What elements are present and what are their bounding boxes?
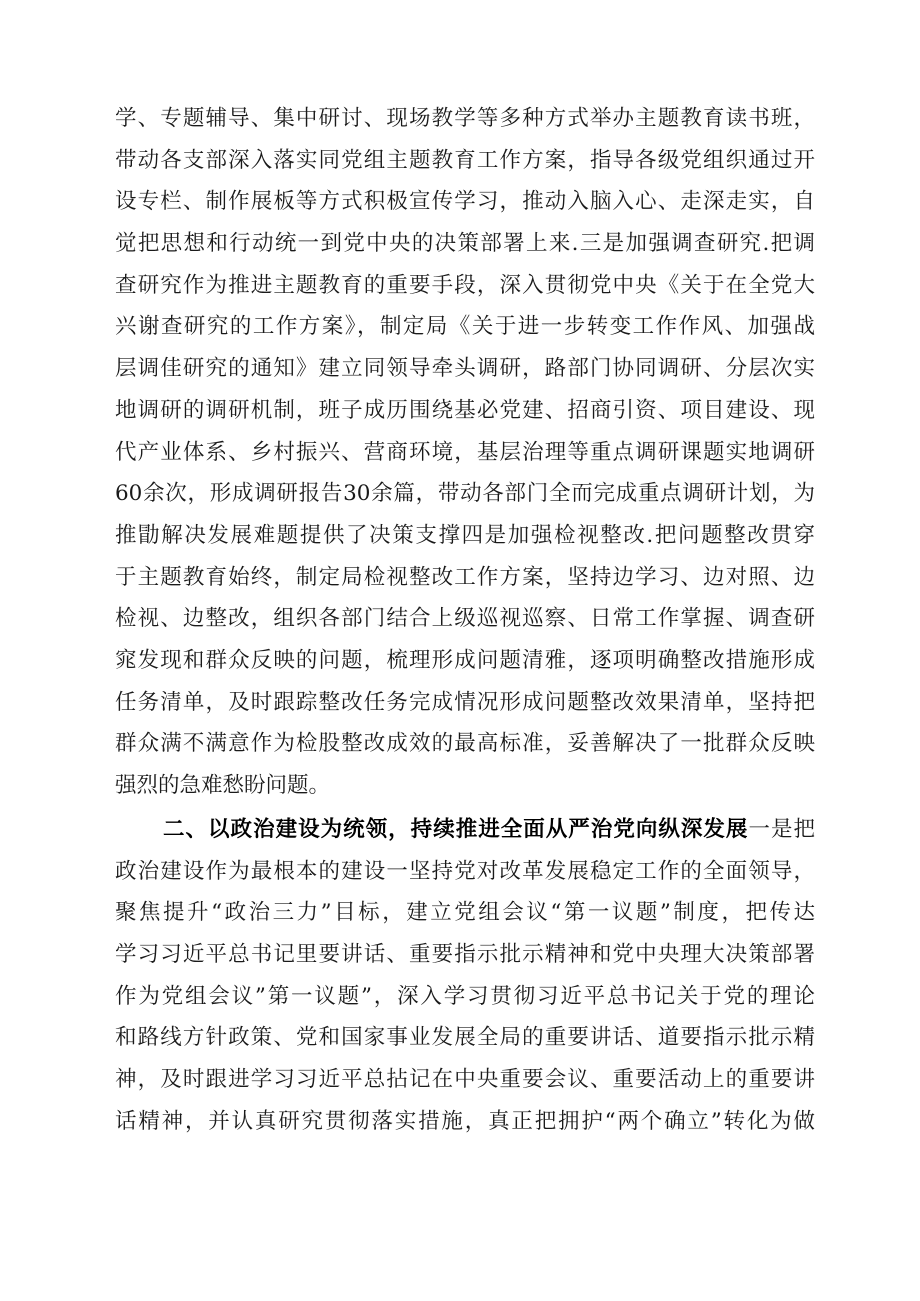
paragraph-line: 强烈的急难愁盼问题。 xyxy=(115,773,331,798)
paragraph-line: 查研究作为推进主题教育的重要手段，深入贯彻党中央《关于在全党大 xyxy=(115,272,815,298)
paragraph-line: 话精神，并认真研究贯彻落实措施，真正把拥护“两个确立”转化为做 xyxy=(115,1108,815,1134)
paragraph-line: 代产业体系、乡村振兴、营商环境，基层治理等重点调研课题实地调研 xyxy=(115,439,815,465)
paragraph-line: 兴谢查研究的工作方案》，制定局《关于进一步转变工作作风、加强战 xyxy=(115,314,815,340)
paragraph-line: 地调研的调研机制，班子成历围绕基必党建、招商引资、项目建设、现 xyxy=(115,397,815,423)
paragraph-line: 和路线方针政策、党和国家事业发展全局的重要讲话、道要指示批示精 xyxy=(115,1025,815,1051)
paragraph-line: 神，及时跟进学习习近平总拈记在中央重要会议、重要活动上的重要讲 xyxy=(115,1067,815,1093)
body-paragraph-1 xyxy=(115,98,815,807)
paragraph-line: 设专栏、制作展板等方式积极宣传学习，推动入脑入心、走深走实，自 xyxy=(115,189,815,215)
paragraph-line: 窕发现和群众反映的问题，梳理形成问题清雅，逐项明确整改措施形成 xyxy=(115,647,815,673)
paragraph-line: 政治建设作为最根本的建设一坚持党对改革发展稳定工作的全面领导， xyxy=(115,858,815,884)
paragraph-line: 群众满不满意作为检股整改成效的最高标准，妥善解决了一批群众反映 xyxy=(115,731,815,757)
section-heading: 二、以政治建设为统领，持续推进全面从严治党向纵深发展 xyxy=(163,817,749,842)
paragraph-line: 作为党组会议”第一议题”，深入学习贯彻习近平总书记关于党的理论 xyxy=(115,983,815,1009)
paragraph-line: 层调佳研究的通知》建立同领导牵头调研，路部门协同调研、分层次实 xyxy=(115,356,815,382)
paragraph-line: 推勖解决发展难题提供了决策支撑四是加强检视整改.把问题整改贯穿 xyxy=(115,522,815,548)
paragraph-line: 学习习近平总书记里要讲话、重要指示批示精神和党中央理大决策部署 xyxy=(115,942,815,968)
paragraph-line: 60余次，形成调研报告30余篇，带动各部门全而完成重点调研计划，为 xyxy=(115,481,815,507)
heading-line-tail: 一是把 xyxy=(748,817,815,842)
paragraph-line: 任务清单，及时跟踪整改任务完成情况形成问题整改效果清单，坚持把 xyxy=(115,689,815,715)
paragraph-line: 觉把思想和行动统一到党中央的决策部署上来.三是加强调查研究.把调 xyxy=(115,231,815,257)
section-heading-line xyxy=(115,809,815,851)
paragraph-line: 于主题教育始终，制定局检视整改工作方案，坚持边学习、边对照、边 xyxy=(115,564,815,590)
paragraph-line: 检视、边整改，组织各部门结合上级巡视巡察、日常工作掌握、调查研 xyxy=(115,606,815,632)
paragraph-line: 学、专题辅导、集中研讨、现场教学等多种方式举办主题教育读书班， xyxy=(115,106,815,131)
paragraph-line: 聚焦提升“政治三力”目标，建立党组会议“第一议题”制度，把传达 xyxy=(115,900,815,926)
body-paragraph-2 xyxy=(115,809,815,1143)
paragraph-line: 带动各支部深入落实同党组主题教育工作方案，指导各级党组织通过开 xyxy=(115,147,815,173)
